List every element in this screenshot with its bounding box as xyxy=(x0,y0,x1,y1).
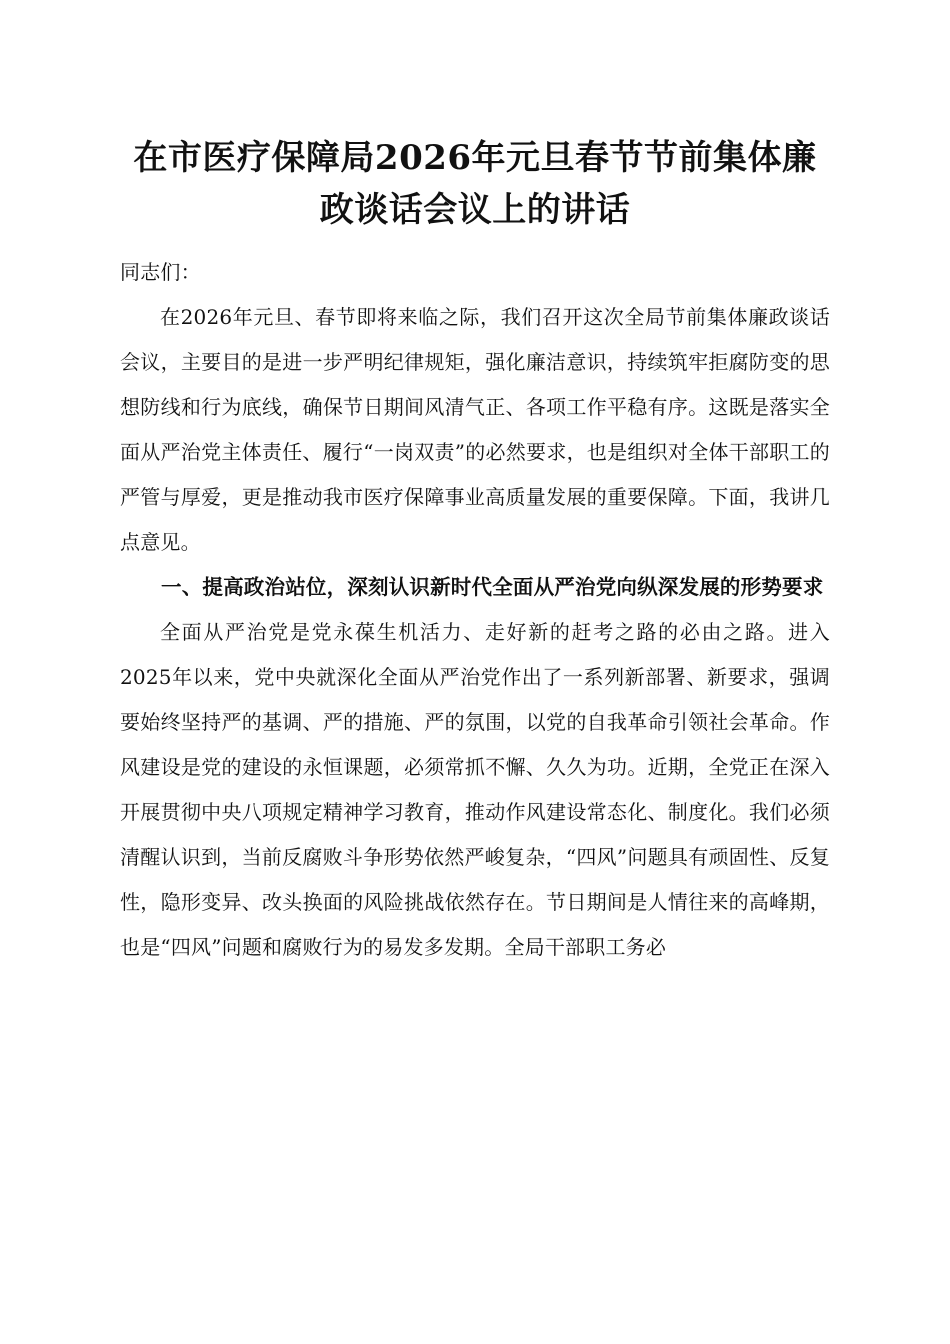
title-line-1: 在市医疗保障局2026年元旦春节节前集体廉 xyxy=(133,138,817,178)
intro-paragraph: 在2026年元旦、春节即将来临之际，我们召开这次全局节前集体廉政谈话会议，主要目的是进一步严明纪律规矩，强化廉洁意识，持续筑牢拒腐防变的思想防线和行为底线，确保节日期间风清气正、各项工作平稳有序。这既是落实全面从严治党主体责任、履行“一岗双责”的必然要求，也是组织对全体干部职工的严管与厚爱，更是推动我市医疗保障事业高质量发展的重要保障。下面，我讲几点意见。 xyxy=(120,305,830,554)
title-line-2: 政谈话会议上的讲话 xyxy=(319,190,631,230)
section-1-heading: 一、提高政治站位，深刻认识新时代全面从严治党向纵深发展的形势要求 xyxy=(161,575,824,599)
section-1-paragraph: 全面从严治党是党永葆生机活力、走好新的赶考之路的必由之路。进入2025年以来，党中央就深化全面从严治党作出了一系列新部署、新要求，强调要始终坚持严的基调、严的措施、严的氛围，以党的自我革命引领社会革命。作风建设是党的建设的永恒课题，必须常抓不懈、久久为功。近期，全党正在深入开展贯彻中央八项规定精神学习教育，推动作风建设常态化、制度化。我们必须清醒认识到，当前反腐败斗争形势依然严峻复杂，“四风”问题具有顽固性、反复性，隐形变异、改头换面的风险挑战依然存在。节日期间是人情往来的高峰期，也是“四风”问题和腐败行为的易发多发期。全局干部职工务必 xyxy=(120,620,830,959)
document-body xyxy=(120,250,830,970)
document-title xyxy=(100,132,850,236)
salutation: 同志们： xyxy=(120,260,201,284)
